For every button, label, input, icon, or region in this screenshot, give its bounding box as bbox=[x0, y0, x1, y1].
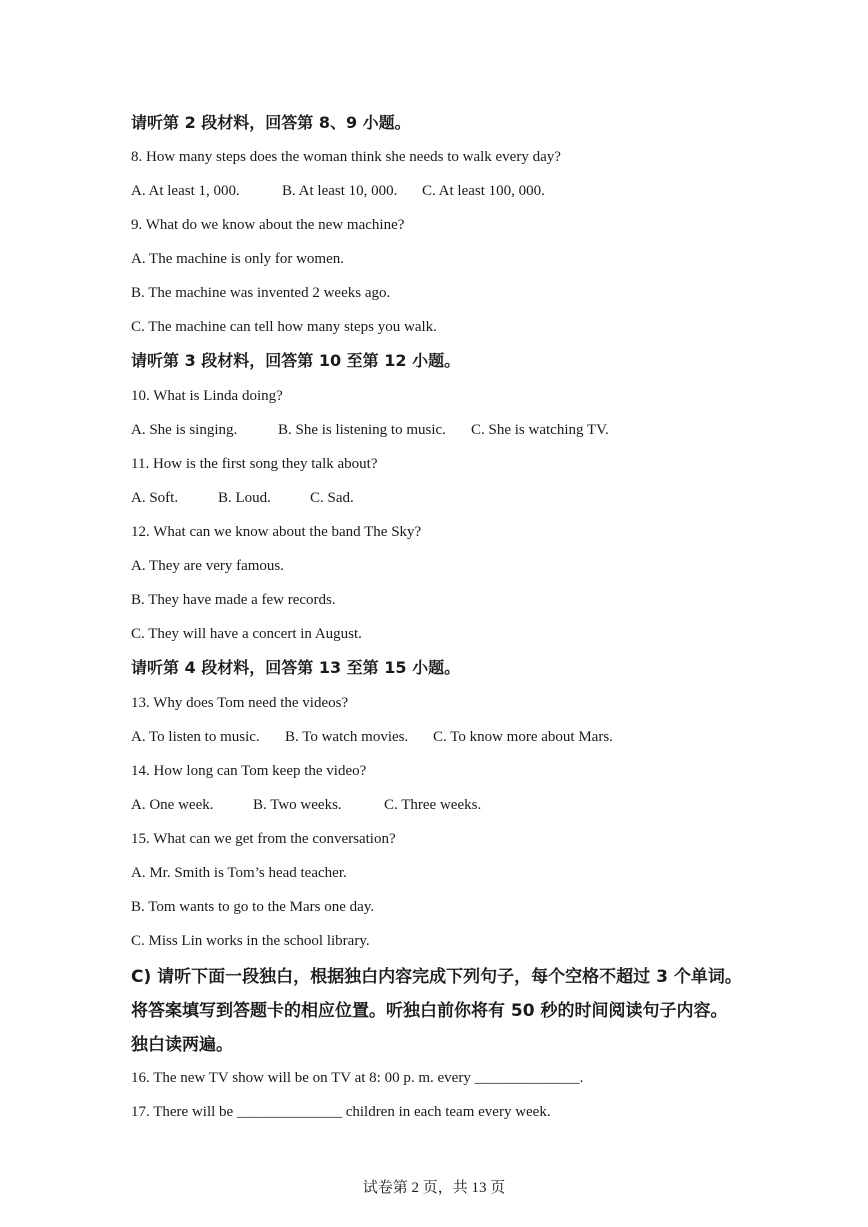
option-c: C. Three weeks. bbox=[384, 797, 482, 813]
instruction-line: 独白读两遍。 bbox=[131, 1035, 233, 1055]
question-16: 16. The new TV show will be on TV at 8: 00 p. m. every ______________. bbox=[131, 1070, 584, 1086]
question-14: 14. How long can Tom keep the video? bbox=[131, 763, 367, 779]
option-c: C. At least 100, 000. bbox=[422, 183, 545, 199]
option-a: A. Soft. bbox=[131, 490, 179, 506]
section-heading-2: 请听第 2 段材料，回答第 8、9 小题。 bbox=[131, 113, 411, 132]
page-footer: 试卷第 2 页，共 13 页 bbox=[362, 1180, 506, 1196]
option-c: C. They will have a concert in August. bbox=[131, 626, 362, 642]
instruction-line: 将答案填写到答题卡的相应位置。听独白前你将有 50 秒的时间阅读句子内容。 bbox=[131, 1001, 728, 1021]
option-a: A. She is singing. bbox=[131, 422, 238, 438]
part-c-instructions bbox=[131, 960, 771, 1062]
question-11: 11. How is the first song they talk about? bbox=[131, 456, 378, 472]
option-c: C. To know more about Mars. bbox=[433, 729, 613, 745]
option-b: B. Two weeks. bbox=[253, 797, 342, 813]
question-8: 8. How many steps does the woman think she needs to walk every day? bbox=[131, 149, 561, 165]
option-b: B. She is listening to music. bbox=[278, 422, 446, 438]
section-heading-4: 请听第 4 段材料，回答第 13 至第 15 小题。 bbox=[131, 658, 461, 677]
option-a: A. At least 1, 000. bbox=[131, 183, 240, 199]
section-heading-3: 请听第 3 段材料，回答第 10 至第 12 小题。 bbox=[131, 351, 461, 370]
question-12: 12. What can we know about the band The Sky? bbox=[131, 524, 422, 540]
option-b: B. At least 10, 000. bbox=[282, 183, 398, 199]
option-c: C. She is watching TV. bbox=[471, 422, 609, 438]
option-b: B. The machine was invented 2 weeks ago. bbox=[131, 285, 391, 301]
option-b: B. They have made a few records. bbox=[131, 592, 336, 608]
option-b: B. Loud. bbox=[218, 490, 271, 506]
option-a: A. One week. bbox=[131, 797, 214, 813]
option-a: A. The machine is only for women. bbox=[131, 251, 345, 267]
option-c: C. The machine can tell how many steps you walk. bbox=[131, 319, 437, 335]
option-b: B. To watch movies. bbox=[285, 729, 409, 745]
option-b: B. Tom wants to go to the Mars one day. bbox=[131, 899, 375, 915]
question-13: 13. Why does Tom need the videos? bbox=[131, 695, 349, 711]
option-c: C. Sad. bbox=[310, 490, 354, 506]
question-10: 10. What is Linda doing? bbox=[131, 388, 283, 404]
question-9: 9. What do we know about the new machine? bbox=[131, 217, 405, 233]
option-c: C. Miss Lin works in the school library. bbox=[131, 933, 370, 949]
option-a: A. To listen to music. bbox=[131, 729, 260, 745]
option-a: A. They are very famous. bbox=[131, 558, 285, 574]
instruction-line: C) 请听下面一段独白，根据独白内容完成下列句子，每个空格不超过 3 个单词。 bbox=[131, 967, 742, 987]
option-a: A. Mr. Smith is Tom’s head teacher. bbox=[131, 865, 347, 881]
question-15: 15. What can we get from the conversation? bbox=[131, 831, 396, 847]
question-17: 17. There will be ______________ children in each team every week. bbox=[131, 1104, 551, 1120]
